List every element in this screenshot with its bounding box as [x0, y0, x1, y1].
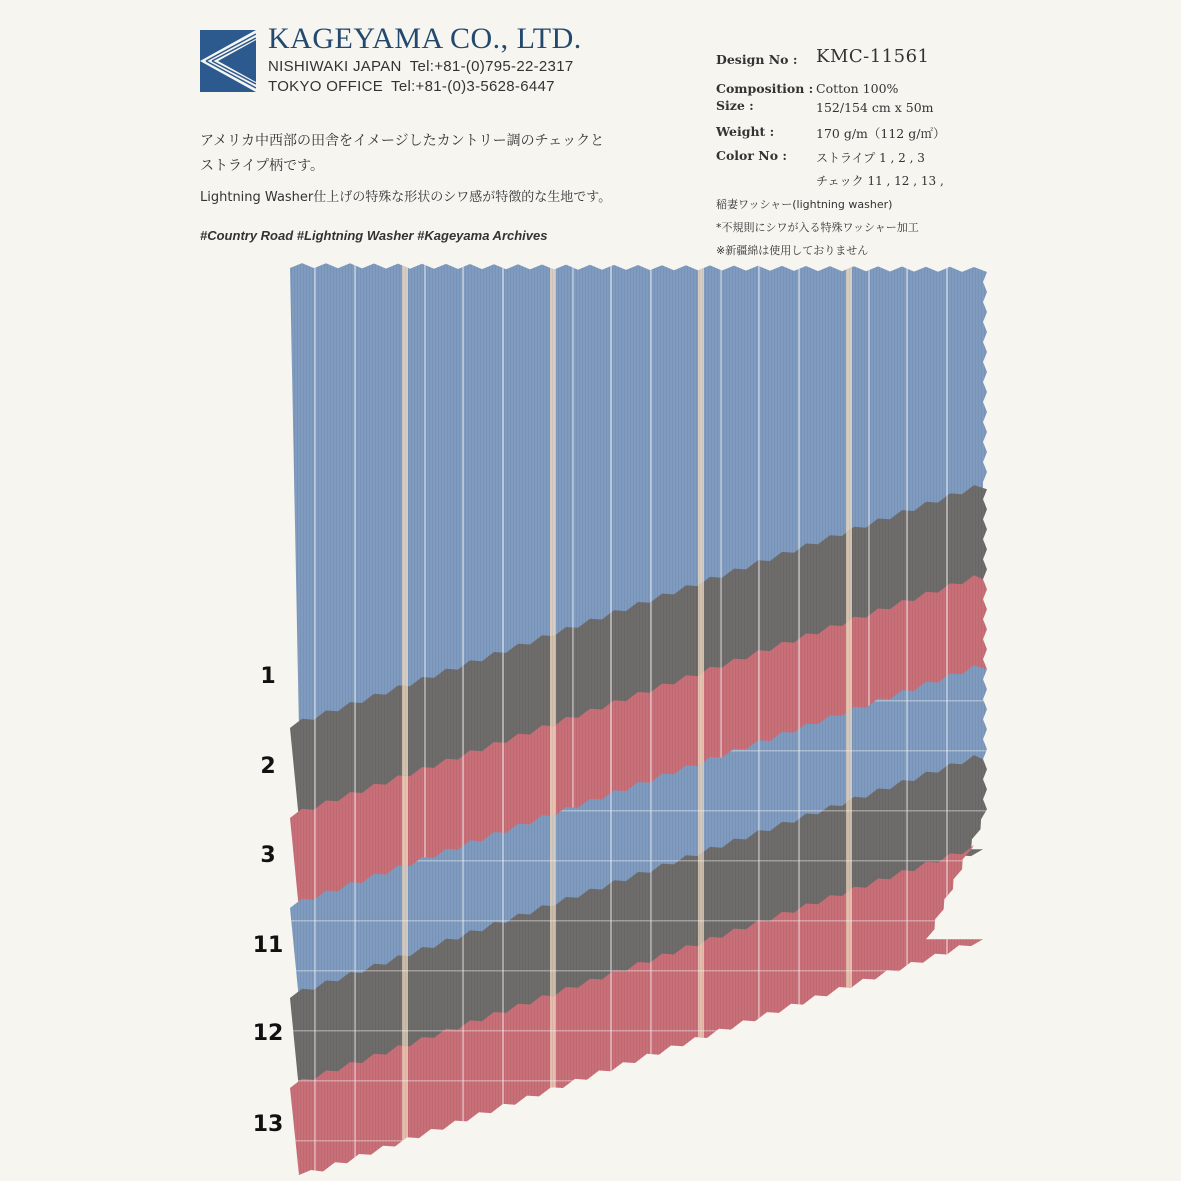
color-number-3: 3	[260, 843, 276, 868]
company-name: KAGEYAMA CO., LTD.	[268, 22, 582, 55]
description-line-1: アメリカ中西部の田舎をイメージしたカントリー調のチェックと	[200, 133, 605, 149]
color-number-12: 12	[252, 1021, 284, 1046]
design-label: Design No :	[716, 52, 798, 67]
color-check: チェック 11 , 12 , 13 ,	[816, 174, 944, 188]
description-line-3: Lightning Washer仕上げの特殊な形状のシワ感が特徴的な生地です。	[200, 190, 612, 205]
hashtags: #Country Road #Lightning Washer #Kageyama Archives	[200, 228, 548, 243]
office-nishiwaki-label: NISHIWAKI JAPAN	[268, 58, 402, 75]
size-label: Size :	[716, 98, 754, 113]
color-number-1: 1	[260, 664, 276, 689]
office-tokyo-tel: Tel:+81-(0)3-5628-6447	[391, 78, 555, 95]
composition-value: Cotton 100%	[816, 81, 899, 96]
weight-label: Weight :	[716, 124, 775, 139]
composition-label: Composition :	[716, 81, 814, 96]
color-number-2: 2	[260, 754, 276, 779]
color-number-13: 13	[252, 1112, 284, 1137]
design-value: KMC-11561	[816, 46, 930, 67]
size-value: 152/154 cm x 50m	[816, 100, 934, 115]
note-washer: 稲妻ワッシャー(lightning washer)	[716, 198, 893, 211]
description-line-2: ストライプ柄です。	[200, 158, 325, 174]
color-number-11: 11	[252, 933, 284, 958]
note-cotton: ※新疆綿は使用しておりません	[716, 244, 869, 257]
note-wrinkle: *不規則にシワが入る特殊ワッシャー加工	[716, 221, 919, 234]
color-stripe: ストライプ 1 , 2 , 3	[816, 151, 925, 165]
office-tokyo-label: TOKYO OFFICE	[268, 78, 384, 95]
color-label: Color No :	[716, 148, 788, 163]
weight-value: 170 g/m（112 g/㎡）	[816, 126, 946, 141]
office-nishiwaki-tel: Tel:+81-(0)795-22-2317	[409, 58, 574, 75]
